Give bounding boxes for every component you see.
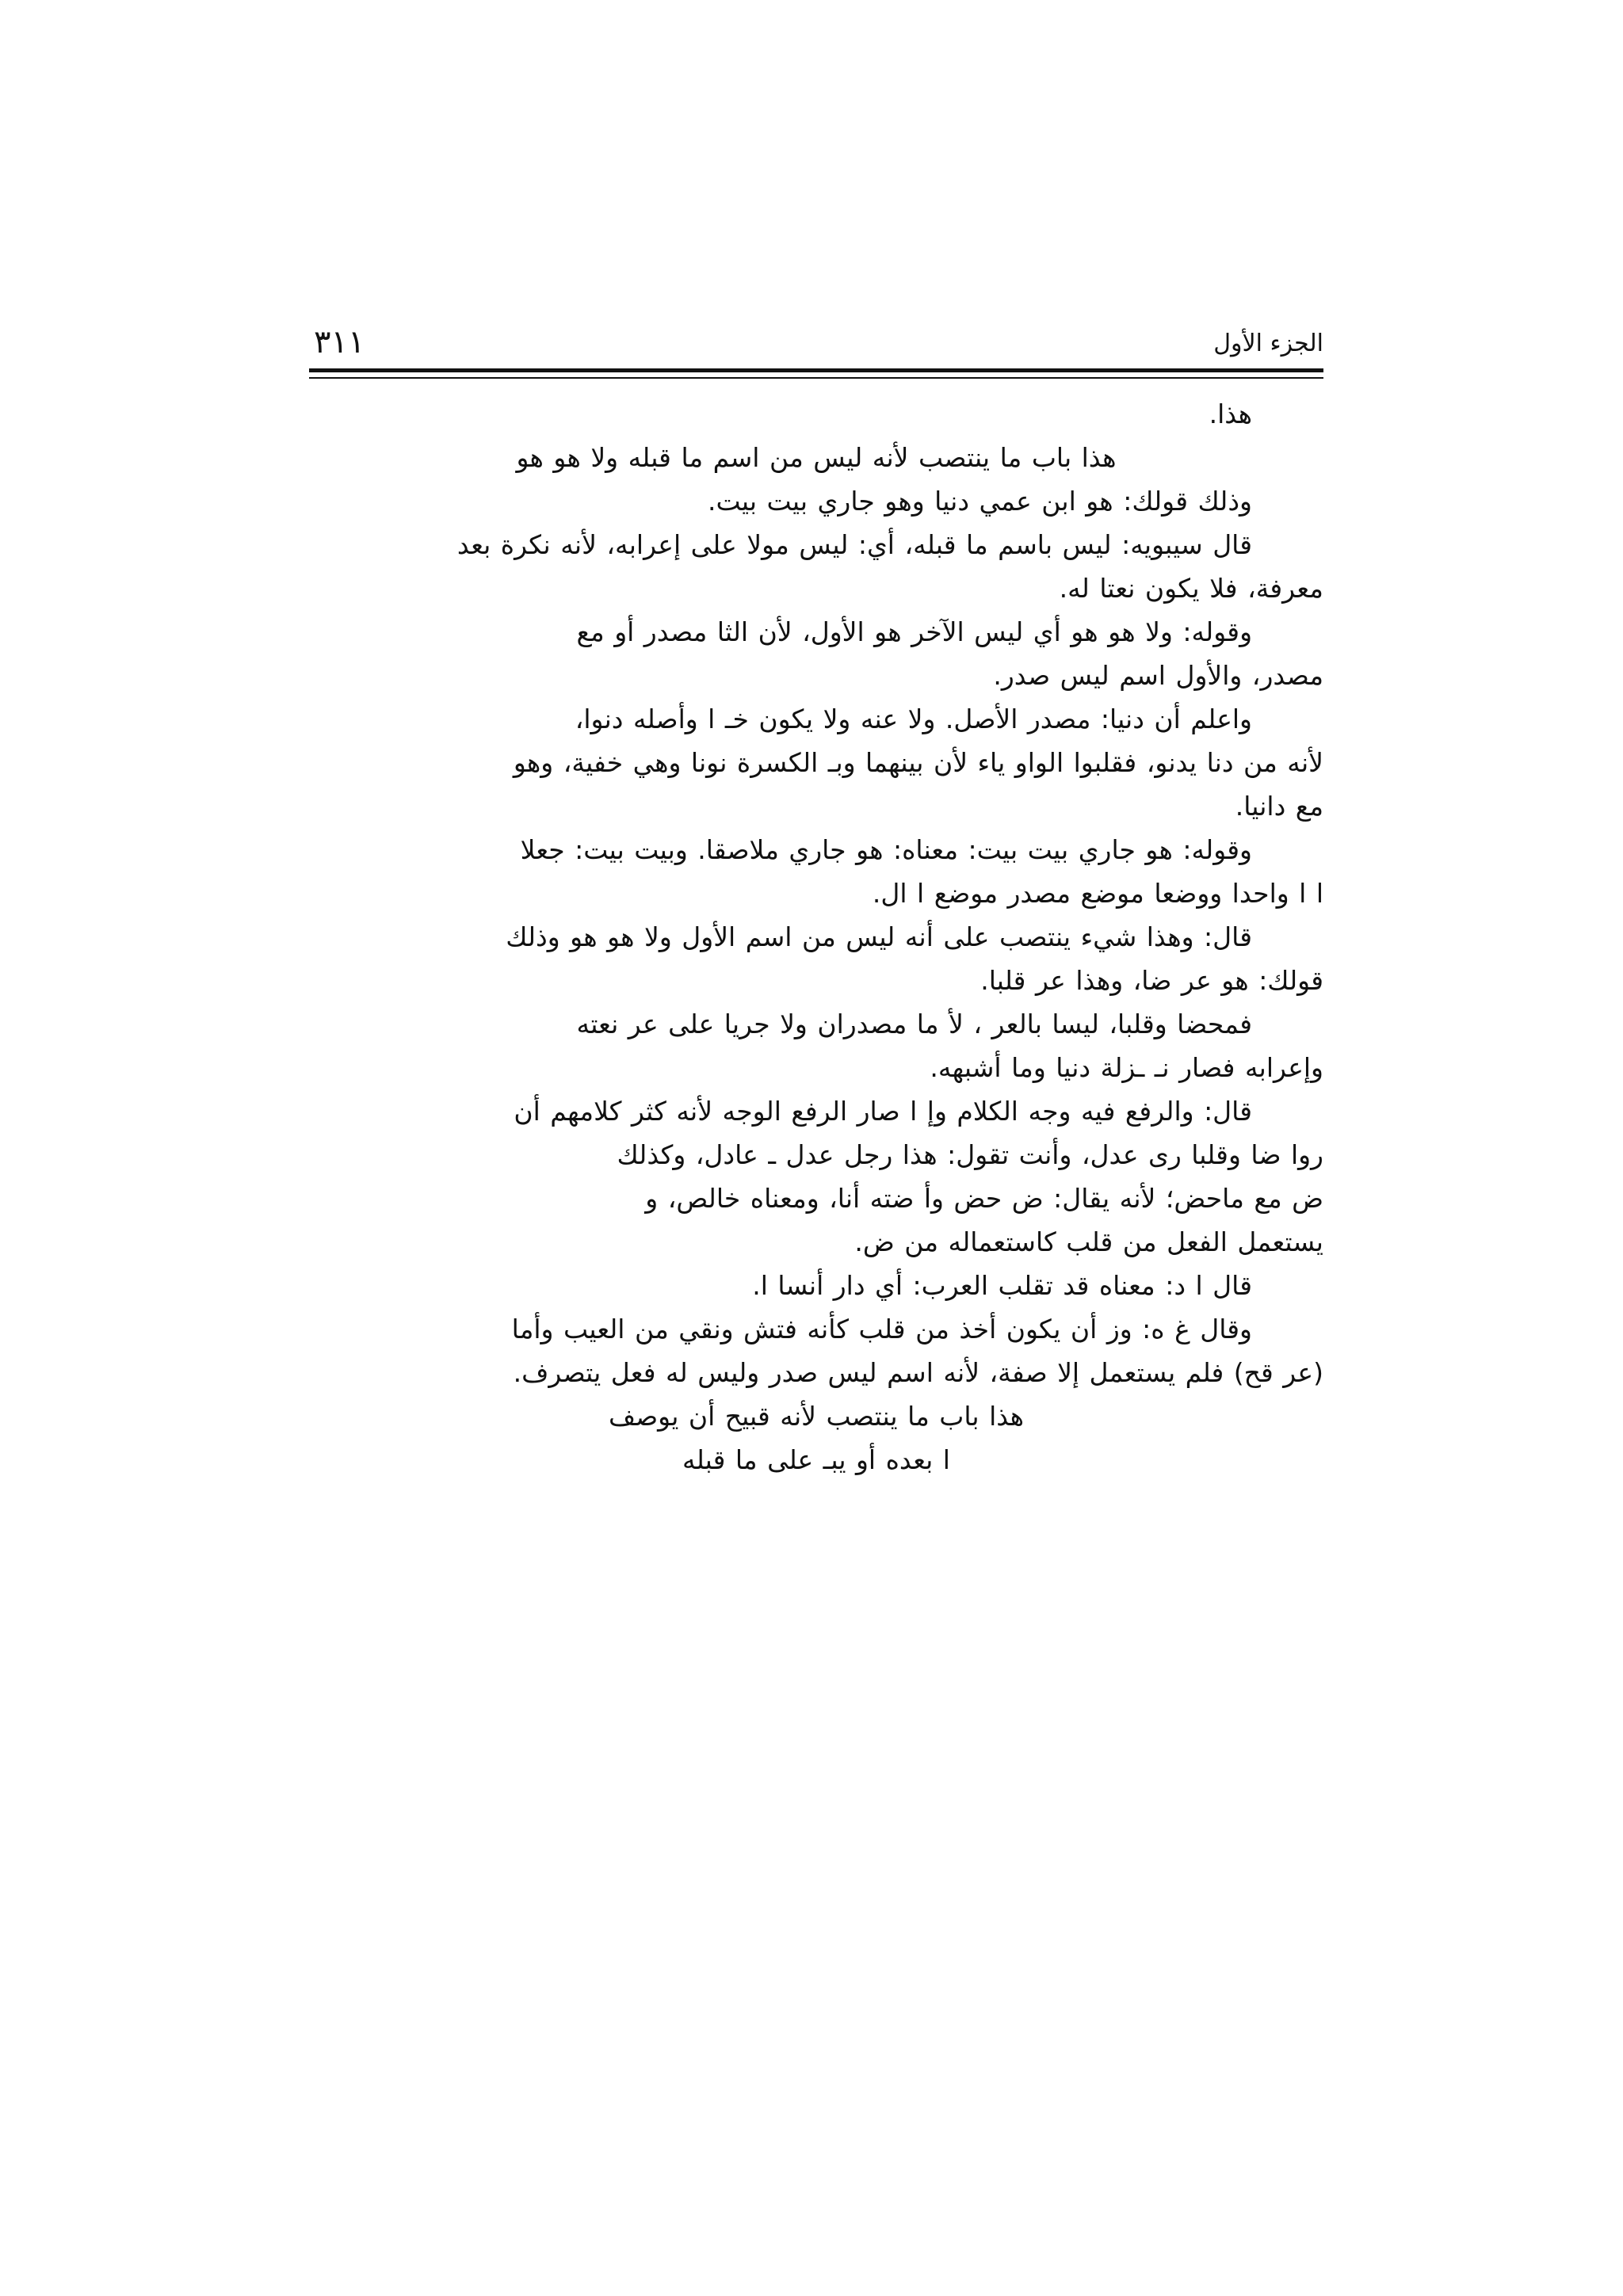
text-line: ا ا واحدا ووضعا موضع مصدر موضع ا ال.	[872, 878, 1323, 909]
text-line: وقال غ ه: وز أن يكون أخذ من قلب كأنه فتش ونقي من العيب وأما	[511, 1314, 1252, 1344]
page-header	[309, 323, 1323, 371]
text-line: روا ضا وقلبا رى عدل، وأنت تقول: هذا رجل عدل ـ عادل، وكذلك	[617, 1139, 1323, 1170]
text-line: مصدر، والأول اسم ليس صدر.	[993, 660, 1323, 691]
text-line: وإعرابه فصار نـ ـزلة دنيا وما أشبهه.	[930, 1052, 1323, 1083]
text-line: قولك: هو عر ضا، وهذا عر قلبا.	[980, 965, 1323, 996]
header-rule-thick	[309, 368, 1323, 372]
section-heading-continued: ا بعده أو يبـ على ما قبله	[682, 1444, 950, 1475]
text-line: معرفة، فلا يكون نعتا له.	[1059, 573, 1323, 604]
text-line: وقوله: هو جاري بيت بيت: معناه: هو جاري ملاصقا. وبيت بيت: جعلا	[520, 834, 1252, 865]
text-line: وقوله: ولا هو هو أي ليس الآخر هو الأول، لأن الثا مصدر أو مع	[576, 616, 1252, 647]
text-line: وذلك قولك: هو ابن عمي دنيا وهو جاري بيت بيت.	[708, 486, 1252, 517]
section-heading: هذا باب ما ينتصب لأنه قبيح أن يوصف	[609, 1401, 1024, 1432]
text-line: قال ا د: معناه قد تقلب العرب: أي دار أنسا ا.	[752, 1270, 1252, 1301]
page-number: ٣١١	[314, 324, 365, 360]
text-line: قال: والرفع فيه وجه الكلام وإ ا صار الرفع الوجه لأنه كثر كلامهم أن	[514, 1096, 1252, 1127]
section-heading: هذا باب ما ينتصب لأنه ليس من اسم ما قبله ولا هو هو	[516, 442, 1117, 473]
text-line: قال سيبويه: ليس باسم ما قبله، أي: ليس مولا على إعرابه، لأنه نكرة بعد	[456, 529, 1252, 560]
header-rule-thin	[309, 377, 1323, 379]
text-line: قال: وهذا شيء ينتصب على أنه ليس من اسم الأول ولا هو هو وذلك	[506, 921, 1252, 952]
text-line: ض مع ماحض؛ لأنه يقال: ض حض وأ ضته أنا، ومعناه خالص، و	[645, 1183, 1323, 1214]
text-line: هذا.	[1209, 399, 1252, 429]
text-line: فمحضا وقلبا، ليسا بالعر ، لأ ما مصدران ولا جريا على عر نعته	[576, 1009, 1252, 1039]
text-line: يستعمل الفعل من قلب كاستعماله من ض.	[854, 1226, 1323, 1257]
text-line: لأنه من دنا يدنو، فقلبوا الواو ياء لأن بينهما وبـ الكسرة نونا وهي خفية، وهو	[513, 747, 1323, 778]
text-line: (عر قح) فلم يستعمل إلا صفة، لأنه اسم ليس صدر وليس له فعل يتصرف.	[513, 1357, 1323, 1388]
running-title: الجزء الأول	[1213, 330, 1323, 357]
text-line: واعلم أن دنيا: مصدر الأصل. ولا عنه ولا يكون خـ ا وأصله دنوا،	[575, 704, 1252, 734]
body-text	[309, 392, 1323, 1482]
text-line: مع دانيا.	[1235, 791, 1323, 822]
